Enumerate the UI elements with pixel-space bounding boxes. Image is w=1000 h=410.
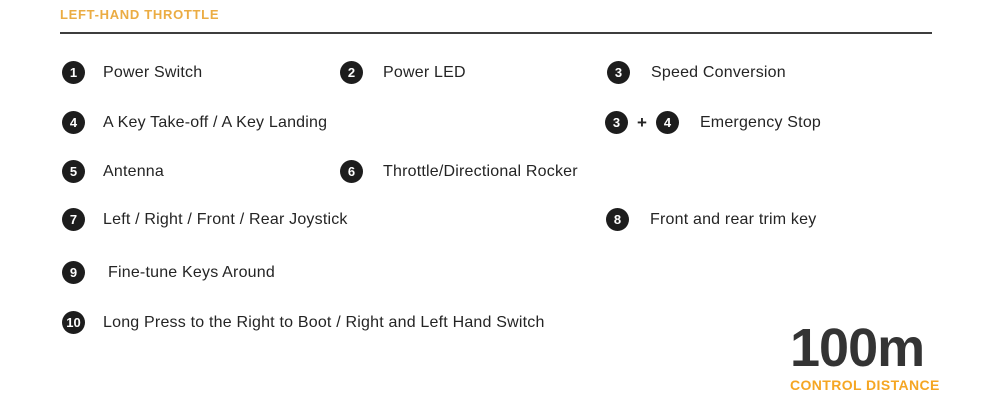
item-number-badge: 8 [606,208,629,231]
legend-item-power-led [340,61,466,84]
legend-item-trim-key [606,208,816,231]
item-label: Antenna [103,162,165,180]
item-number-badge: 4 [62,111,85,134]
item-label: A Key Take-off / A Key Landing [103,113,328,131]
legend-item-fine-tune [62,261,275,284]
item-label: Power LED [383,63,466,81]
legend-item-joystick [62,208,348,231]
page-title: LEFT-HAND THROTTLE [60,7,220,22]
item-number-badge: 9 [62,261,85,284]
legend-item-speed-conversion [607,61,786,84]
item-label: Long Press to the Right to Boot / Right and Left Hand Switch [103,313,545,331]
title-underline [60,32,932,34]
control-distance-callout [790,318,940,393]
control-distance-value: 100m [790,318,925,378]
item-number-badge: 7 [62,208,85,231]
legend-item-power-switch [62,61,202,84]
legend-item-antenna [62,160,164,183]
item-number-badge: 6 [340,160,363,183]
control-distance-caption: CONTROL DISTANCE [790,376,940,393]
item-number-badge: 2 [340,61,363,84]
item-number-badge: 10 [62,311,85,334]
item-number-badge: 1 [62,61,85,84]
item-label: Throttle/Directional Rocker [383,162,578,180]
item-number-badge: 3 [607,61,630,84]
plus-sign: + [637,112,647,132]
legend-item-long-press [62,311,545,334]
item-number-badge: 5 [62,160,85,183]
item-label: Emergency Stop [699,113,822,131]
item-number-badge: 3 [605,111,628,134]
item-label: Fine-tune Keys Around [108,263,275,281]
legend-item-throttle-rocker [340,160,578,183]
item-label: Power Switch [103,63,203,81]
legend-item-emergency-stop [605,111,821,134]
item-label: Speed Conversion [651,63,786,81]
item-label: Left / Right / Front / Rear Joystick [103,210,348,228]
legend-item-a-key [62,111,327,134]
item-number-badge: 4 [656,111,679,134]
item-label: Front and rear trim key [650,210,817,228]
